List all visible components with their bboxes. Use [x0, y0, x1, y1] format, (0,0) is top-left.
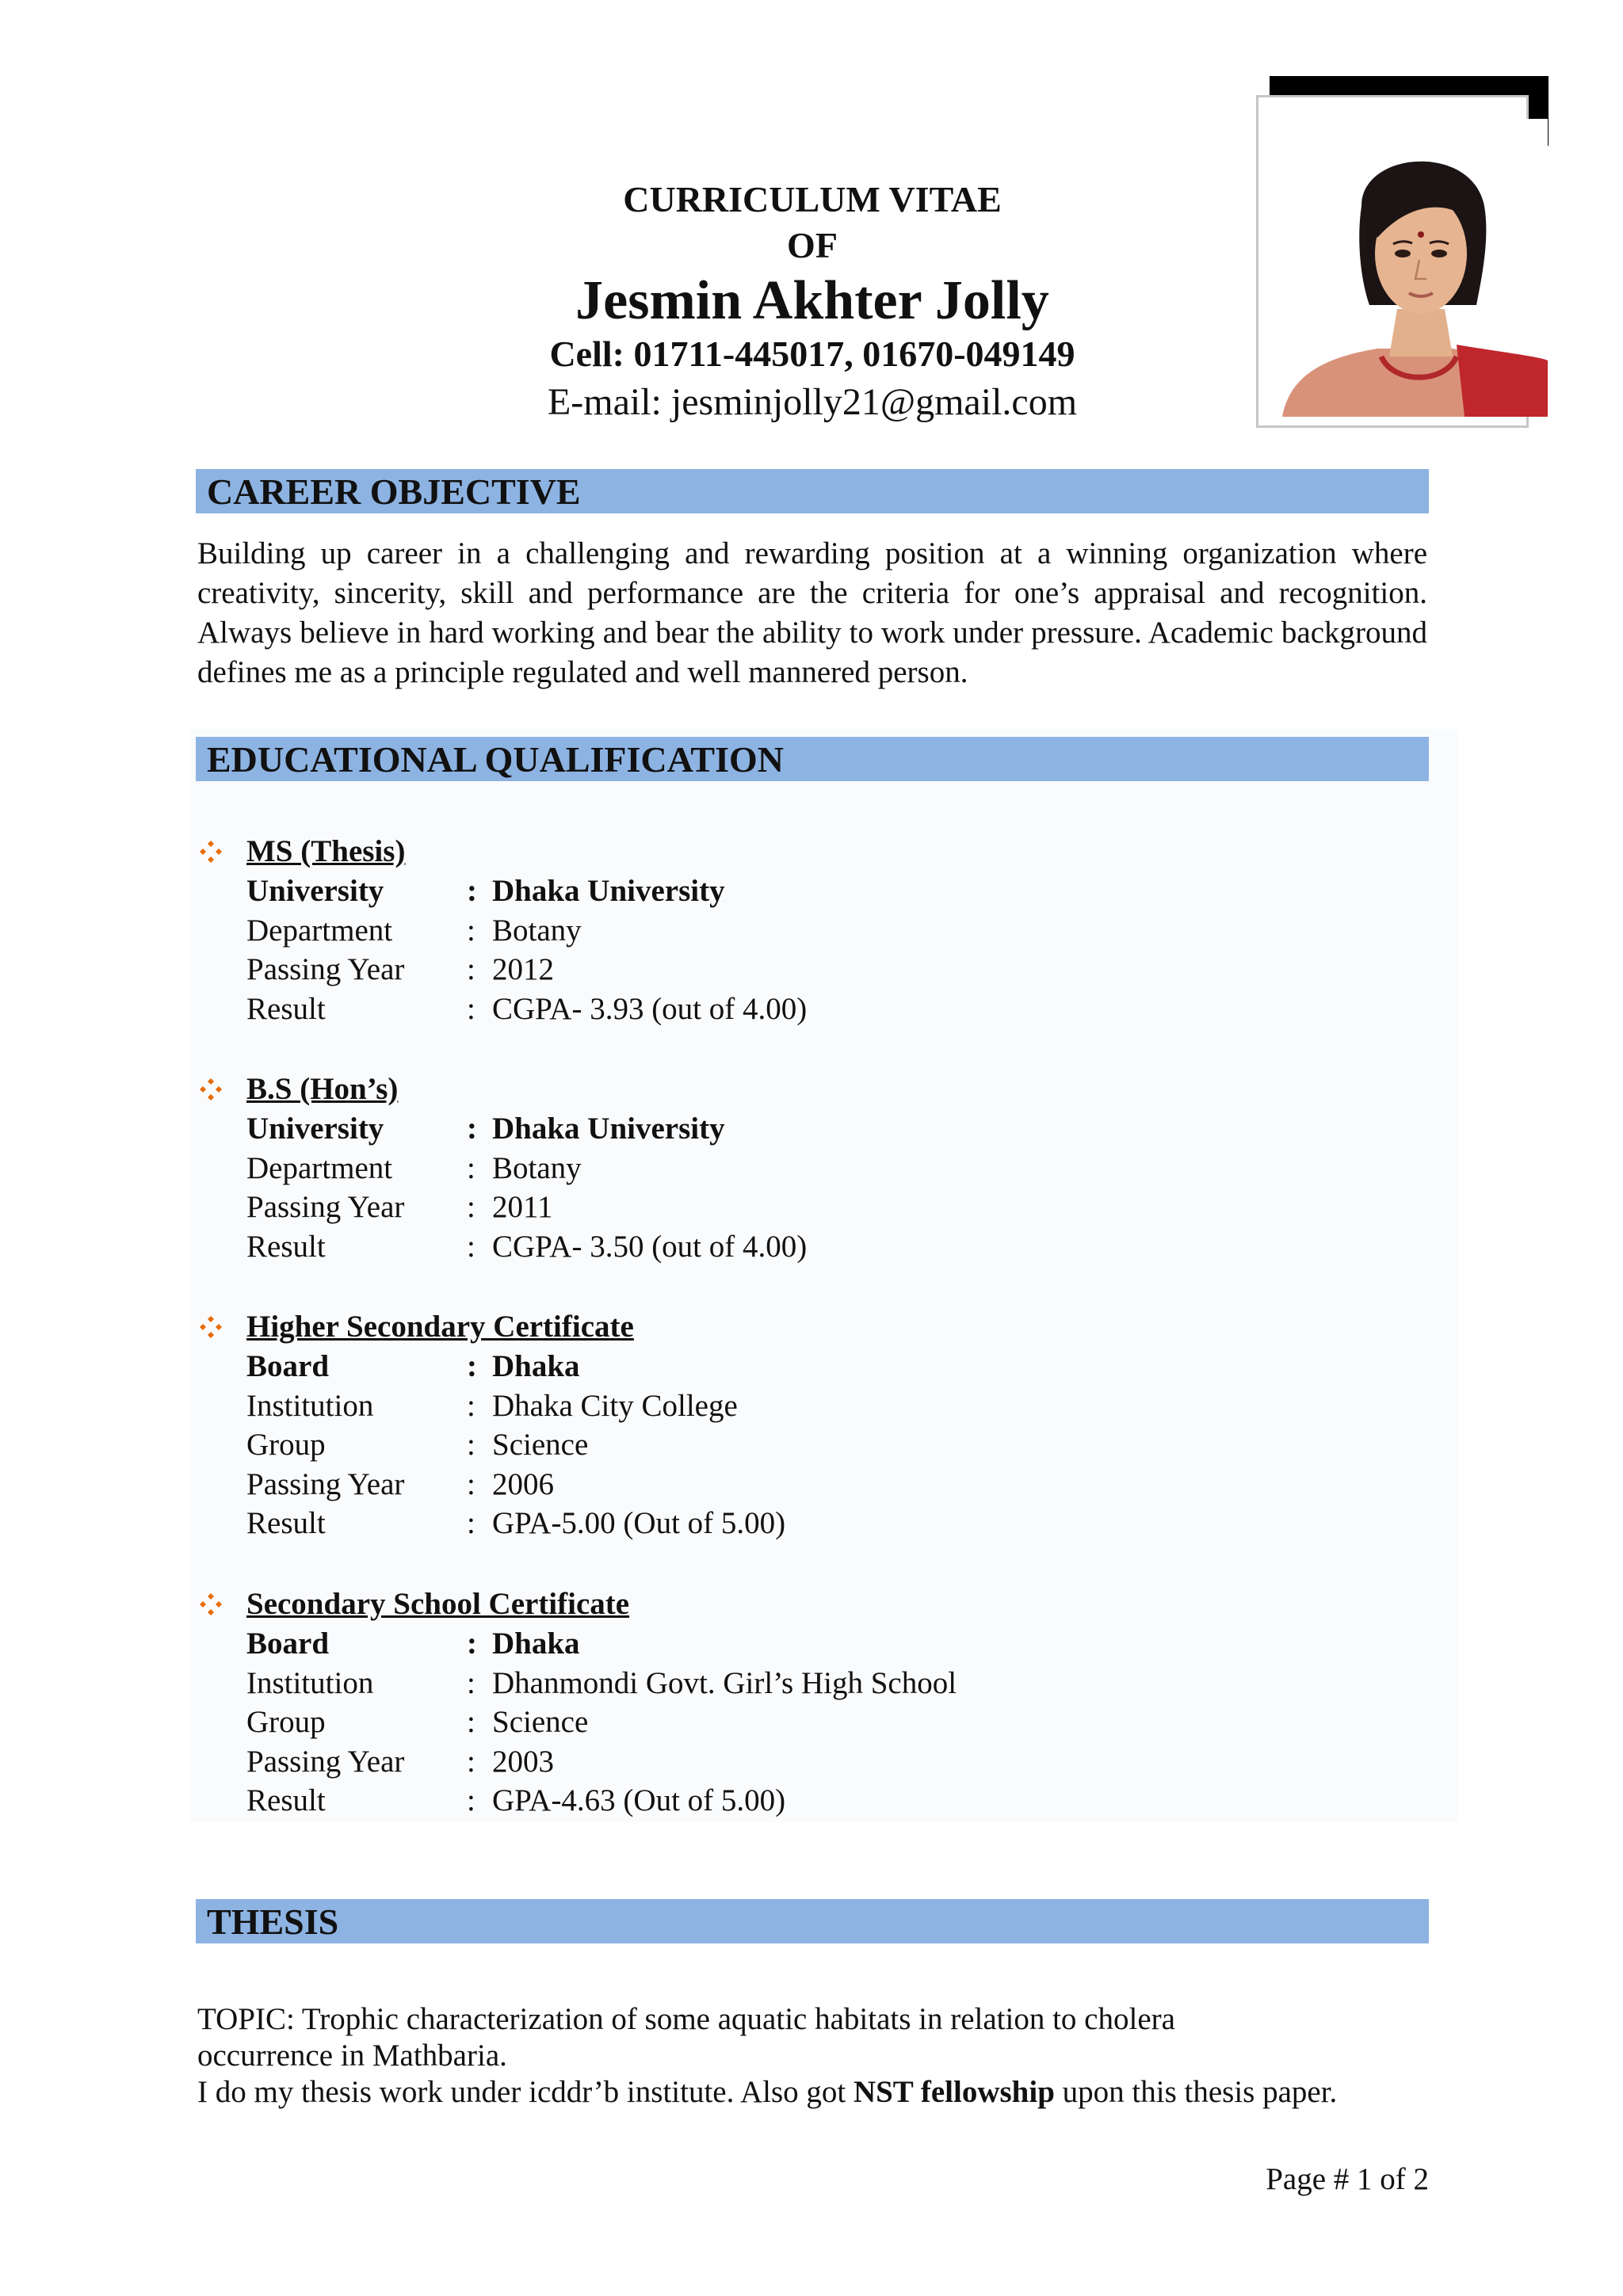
row-label: Result	[246, 1506, 326, 1541]
row-value: GPA-4.63 (Out of 5.00)	[492, 1783, 786, 1818]
row-label: Institution	[246, 1388, 374, 1423]
thesis-note	[197, 2074, 1465, 2111]
education-entry-header	[197, 1307, 1386, 1347]
education-entry-ms	[197, 832, 1386, 1028]
degree-title: MS (Thesis)	[246, 834, 406, 868]
row-label: Passing Year	[246, 1466, 405, 1501]
row-value: 2003	[492, 1744, 554, 1779]
row-label: Institution	[246, 1665, 374, 1700]
orange-diamond-bullet-icon	[199, 1077, 223, 1101]
cv-title-of: OF	[787, 225, 838, 265]
detail-row	[197, 911, 1386, 951]
candidate-name: Jesmin Akhter Jolly	[575, 270, 1049, 331]
detail-row	[197, 1425, 1386, 1465]
row-value: 2006	[492, 1466, 554, 1501]
education-entry-header	[197, 832, 1386, 871]
section-heading: CAREER OBJECTIVE	[207, 471, 581, 512]
row-separator: :	[467, 1150, 475, 1185]
detail-row	[197, 1703, 1386, 1742]
cv-title: CURRICULUM VITAE	[623, 179, 1002, 219]
row-value: Botany	[492, 1150, 582, 1185]
row-label: Passing Year	[246, 952, 405, 987]
education-entry-header	[197, 1070, 1386, 1109]
thesis-note-end: upon this thesis paper.	[1054, 2075, 1338, 2109]
detail-row	[197, 1624, 1386, 1664]
row-value: GPA-5.00 (Out of 5.00)	[492, 1506, 786, 1541]
orange-diamond-bullet-icon	[199, 1592, 223, 1616]
row-label: Department	[246, 913, 393, 948]
row-value: Dhanmondi Govt. Girl’s High School	[492, 1665, 957, 1700]
row-separator: :	[467, 913, 475, 948]
detail-row	[197, 1386, 1386, 1426]
thesis-topic-line-2: occurrence in Mathbaria.	[197, 2039, 507, 2073]
detail-row	[197, 1347, 1386, 1386]
row-label: Group	[246, 1428, 326, 1463]
detail-row	[197, 990, 1386, 1029]
degree-title: Secondary School Certificate	[246, 1587, 630, 1621]
education-entry-bs	[197, 1070, 1386, 1266]
detail-row	[197, 871, 1386, 911]
detail-row	[197, 1465, 1386, 1505]
row-value: 2011	[492, 1190, 553, 1225]
row-label: Passing Year	[246, 1190, 405, 1225]
row-value: CGPA- 3.50 (out of 4.00)	[492, 1229, 808, 1264]
row-label: Passing Year	[246, 1744, 405, 1779]
detail-row	[197, 1188, 1386, 1227]
detail-row	[197, 1664, 1386, 1703]
row-label: Board	[246, 1627, 330, 1661]
section-band-education	[196, 737, 1429, 781]
row-value: Dhaka University	[492, 874, 725, 908]
section-band-thesis	[196, 1899, 1429, 1943]
detail-row	[197, 1742, 1386, 1782]
row-separator: :	[467, 1112, 477, 1146]
row-separator: :	[467, 1428, 475, 1463]
thesis-note-start: I do my thesis work under icddr’b institute. Also got	[197, 2075, 854, 2109]
profile-photo	[1274, 119, 1548, 417]
row-label: Group	[246, 1705, 326, 1740]
row-separator: :	[467, 1388, 475, 1423]
section-heading: EDUCATIONAL QUALIFICATION	[207, 739, 785, 780]
row-value: CGPA- 3.93 (out of 4.00)	[492, 991, 808, 1026]
row-separator: :	[467, 874, 477, 908]
row-separator: :	[467, 991, 475, 1026]
education-entry-header	[197, 1585, 1386, 1624]
detail-row	[197, 1781, 1386, 1821]
row-label: Board	[246, 1349, 330, 1383]
row-separator: :	[467, 952, 475, 987]
row-value: Dhaka City College	[492, 1388, 738, 1423]
row-label: University	[246, 874, 384, 908]
email-address: E-mail: jesminjolly21@gmail.com	[547, 381, 1078, 423]
row-separator: :	[467, 1506, 475, 1541]
row-value: 2012	[492, 952, 554, 987]
row-separator: :	[467, 1705, 475, 1740]
row-label: Result	[246, 991, 326, 1026]
row-value: Dhaka	[492, 1349, 580, 1383]
row-value: Dhaka	[492, 1627, 580, 1661]
row-separator: :	[467, 1190, 475, 1225]
detail-row	[197, 950, 1386, 990]
row-separator: :	[467, 1744, 475, 1779]
education-entry-ssc	[197, 1585, 1386, 1821]
thesis-fellowship: NST fellowship	[853, 2075, 1055, 2109]
row-separator: :	[467, 1783, 475, 1818]
section-heading: THESIS	[207, 1901, 339, 1942]
detail-row	[197, 1149, 1386, 1188]
thesis-topic-line-1: TOPIC: Trophic characterization of some aquatic habitats in relation to cholera	[197, 2002, 1175, 2036]
row-label: University	[246, 1112, 384, 1146]
section-band-career-objective	[196, 469, 1429, 513]
education-entry-hsc	[197, 1307, 1386, 1543]
orange-diamond-bullet-icon	[199, 840, 223, 864]
page-number: Page # 1 of 2	[1266, 2162, 1429, 2196]
cell-numbers: Cell: 01711-445017, 01670-049149	[549, 334, 1075, 374]
career-objective-text: Building up career in a challenging and rewarding position at a winning organization where creativity, sincerity, skill and performance are the criteria for one’s appraisal and recognition. Always believe in hard working and bear the ability to work under pressure. Academic background defines me as a principle regulated and well mannered person.	[197, 536, 1427, 689]
row-separator: :	[467, 1466, 475, 1501]
degree-title: B.S (Hon’s)	[246, 1072, 399, 1106]
row-separator: :	[467, 1349, 477, 1383]
row-separator: :	[467, 1229, 475, 1264]
detail-row	[197, 1109, 1386, 1149]
row-separator: :	[467, 1665, 475, 1700]
row-value: Science	[492, 1428, 589, 1463]
row-label: Result	[246, 1229, 326, 1264]
row-label: Department	[246, 1150, 393, 1185]
row-value: Science	[492, 1705, 589, 1740]
row-value: Dhaka University	[492, 1112, 725, 1146]
detail-row	[197, 1504, 1386, 1543]
row-separator: :	[467, 1627, 477, 1661]
detail-row	[197, 1227, 1386, 1267]
degree-title: Higher Secondary Certificate	[246, 1310, 634, 1344]
row-label: Result	[246, 1783, 326, 1818]
row-value: Botany	[492, 913, 582, 948]
orange-diamond-bullet-icon	[199, 1315, 223, 1339]
